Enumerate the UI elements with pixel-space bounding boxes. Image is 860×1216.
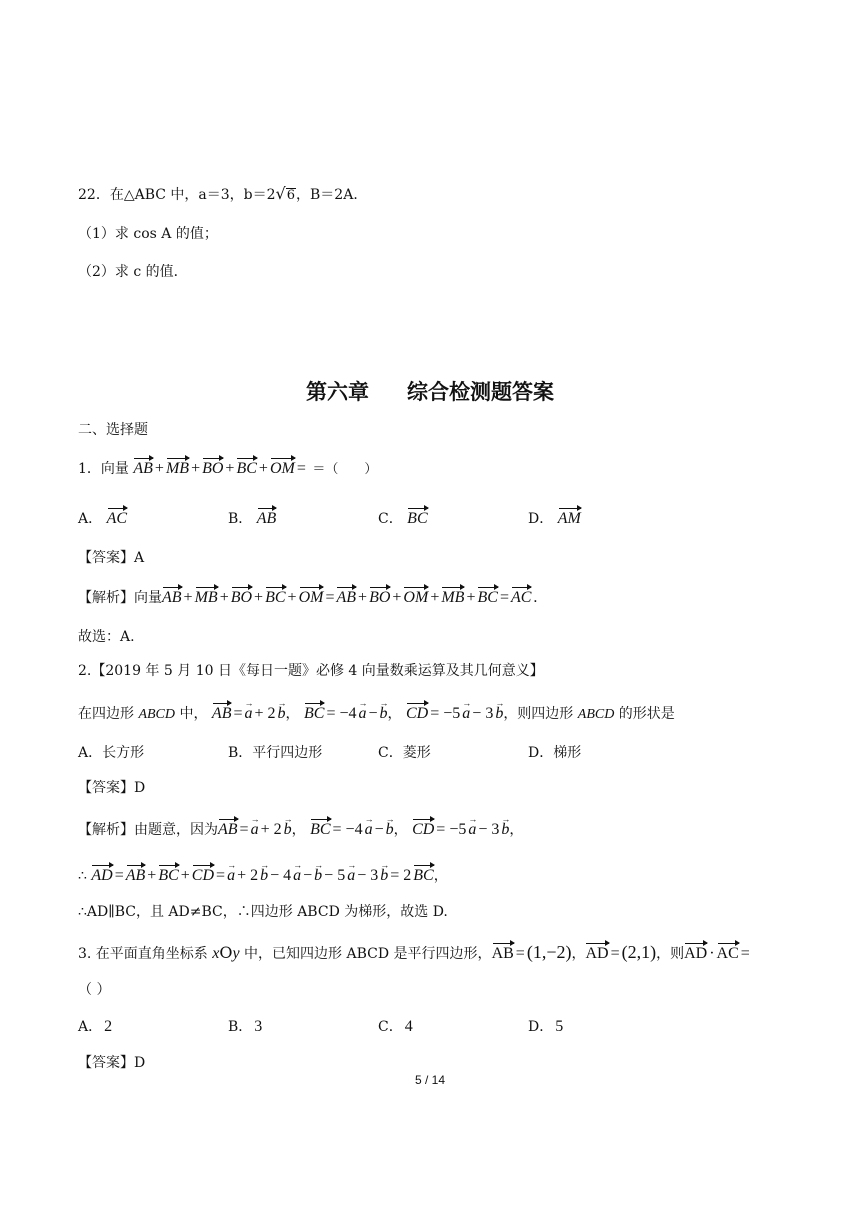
q1-analysis: 【解析】向量AB + MB + BO + BC + OM = AB + BO + OM + MB + BC = AC . [78, 586, 539, 608]
q2-stem: 在四边形 ABCD 中， AB = a → + 2 b →， BC = −4 a → − b →， CD = −5 a → − 3 b →，则四边形 ABCD 的形状是 [78, 702, 675, 725]
section-heading: 二、选择题 [78, 422, 148, 438]
q2-option-d: D．梯形 [528, 745, 582, 761]
q1-answer: 【答案】A [78, 550, 145, 566]
q2-title: 2.【2019 年 5 月 10 日《每日一题》必修 4 向量数乘运算及其几何意义】 [78, 663, 544, 679]
q3-stem: 3. 在平面直角坐标系 xOy 中，已知四边形 ABCD 是平行四边形，AB = (1,−2)，AD = (2,1)，则AD · AC = [78, 942, 750, 962]
page-number: 5 / 14 [414, 1073, 446, 1087]
q2-analysis: 【解析】由题意，因为AB = a → + 2 b →， BC = −4 a → − b →， CD = −5 a → − 3 b →， [78, 818, 523, 840]
q22-part1: （1）求 cos A 的值； [78, 226, 218, 242]
q3-option-a: A． 2 [78, 1018, 113, 1035]
q1-option-b: B． AB [228, 507, 276, 529]
q2-option-c: C．菱形 [378, 745, 431, 761]
q3-option-d: D． 5 [528, 1018, 564, 1035]
answer-title: 第六章 综合检测题答案 [306, 380, 554, 404]
q1-option-c: C． BC [378, 507, 428, 529]
q1-stem: 1．向量 AB + MB + BO + BC + OM = ＝（ ） [78, 457, 377, 480]
q1-option-d: D． AM [528, 507, 581, 529]
q3-answer: 【答案】D [78, 1055, 146, 1071]
q2-conclusion: ∴AD∥BC，且 AD≠BC，∴四边形 ABCD 为梯形，故选 D. [78, 904, 448, 920]
q3-option-b: B． 3 [228, 1018, 263, 1035]
q3-blank: （ ） [78, 982, 111, 998]
q2-option-a: A．长方形 [78, 745, 145, 761]
q2-option-b: B．平行四边形 [228, 745, 323, 761]
q1-conclusion: 故选：A. [78, 629, 135, 645]
q3-option-c: C． 4 [378, 1018, 413, 1035]
q22-stem: 22．在△ABC 中，a＝3，b＝2√6，B＝2A． [78, 184, 368, 203]
q2-therefore-line: ∴ AD = AB + BC + CD = a → + 2 b → − 4 a → − b → − 5 a → − 3 b → = 2 BC， [78, 864, 448, 886]
q2-answer: 【答案】D [78, 780, 146, 796]
q22-part2: （2）求 c 的值． [78, 264, 188, 280]
q1-option-a: A． AC [78, 507, 127, 529]
